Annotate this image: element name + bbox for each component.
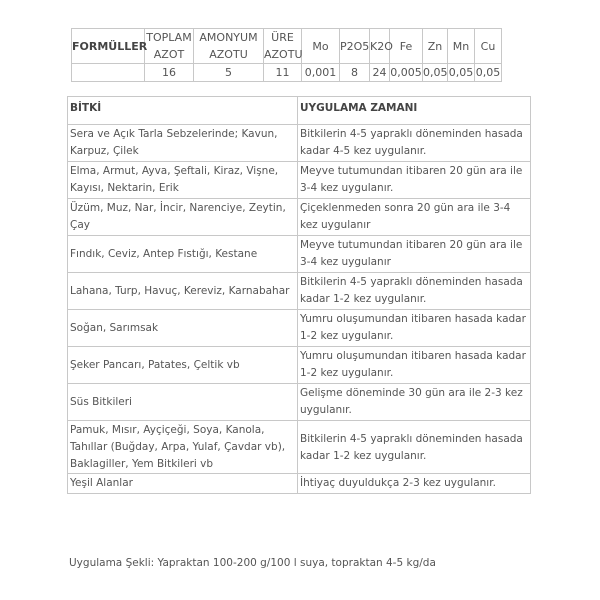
formula-value-cell: 5 bbox=[194, 64, 264, 82]
application-method-note: Uygulama Şekli: Yapraktan 100-200 g/100 l suya, topraktan 4-5 kg/da bbox=[69, 557, 436, 569]
table-row bbox=[68, 236, 531, 273]
formula-value-cell: 11 bbox=[264, 64, 302, 82]
formula-header-cell: Fe bbox=[390, 29, 423, 64]
plant-cell: Üzüm, Muz, Nar, İncir, Narenciye, Zeytin, Çay bbox=[68, 199, 298, 236]
formula-value-cell bbox=[72, 64, 145, 82]
plant-cell: Şeker Pancarı, Patates, Çeltik vb bbox=[68, 347, 298, 384]
timing-cell: Bitkilerin 4-5 yapraklı döneminden hasada kadar 1-2 kez uygulanır. bbox=[298, 421, 531, 474]
timing-cell: Meyve tutumundan itibaren 20 gün ara ile 3-4 kez uygulanır. bbox=[298, 162, 531, 199]
table-row bbox=[68, 384, 531, 421]
formula-header-cell: Mn bbox=[448, 29, 475, 64]
timing-cell: Yumru oluşumundan itibaren hasada kadar 1-2 kez uygulanır. bbox=[298, 310, 531, 347]
plant-cell: Soğan, Sarımsak bbox=[68, 310, 298, 347]
table-row bbox=[68, 273, 531, 310]
formula-header-cell: Zn bbox=[423, 29, 448, 64]
plant-cell: Yeşil Alanlar bbox=[68, 474, 298, 494]
timing-cell: Yumru oluşumundan itibaren hasada kadar 1-2 kez uygulanır. bbox=[298, 347, 531, 384]
formula-header-cell: AMONYUM AZOTU bbox=[194, 29, 264, 64]
timing-cell: Çiçeklenmeden sonra 20 gün ara ile 3-4 kez uygulanır bbox=[298, 199, 531, 236]
table-row bbox=[68, 347, 531, 384]
formula-value-cell: 8 bbox=[340, 64, 370, 82]
plant-cell: Elma, Armut, Ayva, Şeftali, Kiraz, Vişne, Kayısı, Nektarin, Erik bbox=[68, 162, 298, 199]
timing-cell: İhtiyaç duyuldukça 2-3 kez uygulanır. bbox=[298, 474, 531, 494]
formula-header-cell: TOPLAM AZOT bbox=[145, 29, 194, 64]
formula-value-cell: 0,05 bbox=[475, 64, 502, 82]
table-row bbox=[68, 162, 531, 199]
table-row bbox=[68, 199, 531, 236]
formula-value-cell: 0,05 bbox=[423, 64, 448, 82]
plant-application-table bbox=[67, 96, 531, 494]
timing-cell: Bitkilerin 4-5 yapraklı döneminden hasada kadar 1-2 kez uygulanır. bbox=[298, 273, 531, 310]
formula-header-cell: P2O5 bbox=[340, 29, 370, 64]
timing-cell: Meyve tutumundan itibaren 20 gün ara ile 3-4 kez uygulanır bbox=[298, 236, 531, 273]
formula-value-cell: 24 bbox=[370, 64, 390, 82]
timing-header: UYGULAMA ZAMANI bbox=[298, 97, 531, 125]
formula-header-cell: Cu bbox=[475, 29, 502, 64]
formula-table bbox=[71, 28, 502, 82]
plant-cell: Sera ve Açık Tarla Sebzelerinde; Kavun, Karpuz, Çilek bbox=[68, 125, 298, 162]
formula-header-cell: ÜRE AZOTU bbox=[264, 29, 302, 64]
plant-cell: Süs Bitkileri bbox=[68, 384, 298, 421]
table-row bbox=[68, 474, 531, 494]
formula-header-cell: Mo bbox=[302, 29, 340, 64]
plant-header: BİTKİ bbox=[68, 97, 298, 125]
timing-cell: Gelişme döneminde 30 gün ara ile 2-3 kez uygulanır. bbox=[298, 384, 531, 421]
formula-value-cell: 0,001 bbox=[302, 64, 340, 82]
table-row bbox=[68, 421, 531, 474]
formula-header-row bbox=[72, 29, 502, 64]
formula-value-row bbox=[72, 64, 502, 82]
formula-value-cell: 0,005 bbox=[390, 64, 423, 82]
table-row bbox=[68, 310, 531, 347]
formula-value-cell: 0,05 bbox=[448, 64, 475, 82]
timing-cell: Bitkilerin 4-5 yapraklı döneminden hasada kadar 4-5 kez uygulanır. bbox=[298, 125, 531, 162]
formula-header-cell: FORMÜLLER bbox=[72, 29, 145, 64]
plant-table-header-row bbox=[68, 97, 531, 125]
formula-header-cell: K2O bbox=[370, 29, 390, 64]
formula-value-cell: 16 bbox=[145, 64, 194, 82]
plant-cell: Pamuk, Mısır, Ayçiçeği, Soya, Kanola, Tahıllar (Buğday, Arpa, Yulaf, Çavdar vb), Baklagiller, Yem Bitkileri vb bbox=[68, 421, 298, 474]
plant-cell: Fındık, Ceviz, Antep Fıstığı, Kestane bbox=[68, 236, 298, 273]
plant-cell: Lahana, Turp, Havuç, Kereviz, Karnabahar bbox=[68, 273, 298, 310]
table-row bbox=[68, 125, 531, 162]
